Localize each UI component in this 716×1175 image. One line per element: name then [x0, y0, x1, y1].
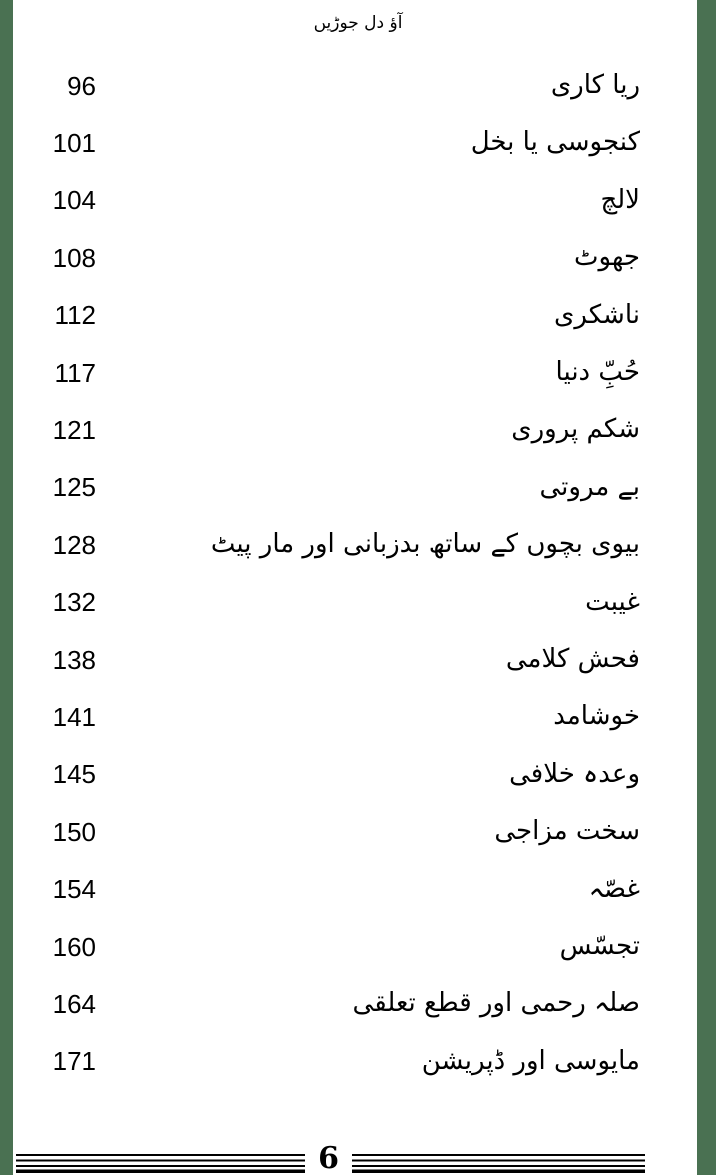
toc-page-number: 104: [52, 185, 96, 216]
toc-entry-title: خوشامد: [553, 701, 640, 732]
toc-page-number: 121: [52, 415, 96, 446]
toc-page-number: 171: [52, 1046, 96, 1077]
toc-page-number: 96: [67, 70, 96, 101]
toc-page-number: 117: [54, 357, 96, 388]
toc-row: [0, 1033, 716, 1090]
toc-row: [0, 172, 716, 229]
toc-page-number: 125: [52, 472, 96, 503]
toc-entry-title: وعدہ خلافی: [509, 758, 640, 789]
toc-row: [0, 631, 716, 688]
toc-entry-title: حُبِّ دنیا: [555, 357, 640, 388]
footer-rule-right: [352, 1154, 645, 1173]
toc-entry-title: مایوسی اور ڈپریشن: [421, 1045, 640, 1076]
toc-row: [0, 114, 716, 171]
toc-row: [0, 401, 716, 458]
toc-row: [0, 918, 716, 975]
toc-row: [0, 459, 716, 516]
toc-entry-title: تجسّس: [559, 930, 640, 961]
toc-entry-title: شکم پروری: [511, 414, 640, 445]
toc-page-number: 141: [52, 701, 96, 732]
toc-entry-title: ناشکری: [554, 299, 640, 330]
folio-page-number: 6: [318, 1141, 339, 1175]
toc-entry-title: غصّہ: [588, 873, 640, 904]
toc-row: [0, 746, 716, 803]
toc-page-number: 164: [52, 988, 96, 1019]
toc-row: [0, 287, 716, 344]
page-footer: [0, 1141, 716, 1173]
toc-row: [0, 574, 716, 631]
running-header: [0, 13, 716, 33]
toc-page-number: 128: [52, 529, 96, 560]
toc-page-number: 132: [52, 587, 96, 618]
toc-row: [0, 516, 716, 573]
toc-page-number: 154: [52, 874, 96, 905]
footer-rule-left: [16, 1154, 305, 1173]
toc-page-number: 101: [52, 128, 96, 159]
toc-entry-title: کنجوسی یا بخل: [470, 127, 640, 158]
toc-entry-title: لالچ: [600, 184, 640, 215]
toc-row: [0, 803, 716, 860]
toc-page-number: 145: [52, 759, 96, 790]
toc-page-number: 138: [52, 644, 96, 675]
toc-page-number: 108: [52, 242, 96, 273]
toc-page-number: 112: [54, 300, 96, 331]
toc-entry-title: جھوٹ: [574, 242, 640, 273]
toc-row: [0, 344, 716, 401]
toc-list: [0, 57, 716, 1090]
toc-entry-title: بے مروتی: [539, 471, 640, 502]
toc-entry-title: صلہ رحمی اور قطع تعلقی: [352, 988, 640, 1019]
toc-entry-title: سخت مزاجی: [494, 816, 640, 847]
book-title: آؤ دل جوڑیں: [313, 13, 403, 33]
toc-row: [0, 57, 716, 114]
toc-row: [0, 975, 716, 1032]
toc-entry-title: غیبت: [585, 586, 640, 617]
toc-entry-title: بیوی بچوں کے ساتھ بدزبانی اور مار پیٹ: [210, 529, 640, 560]
toc-page-number: 150: [52, 816, 96, 847]
toc-entry-title: ریا کاری: [550, 70, 640, 101]
toc-row: [0, 860, 716, 917]
toc-page-number: 160: [52, 931, 96, 962]
toc-row: [0, 688, 716, 745]
toc-row: [0, 229, 716, 286]
toc-entry-title: فحش کلامی: [505, 644, 640, 674]
